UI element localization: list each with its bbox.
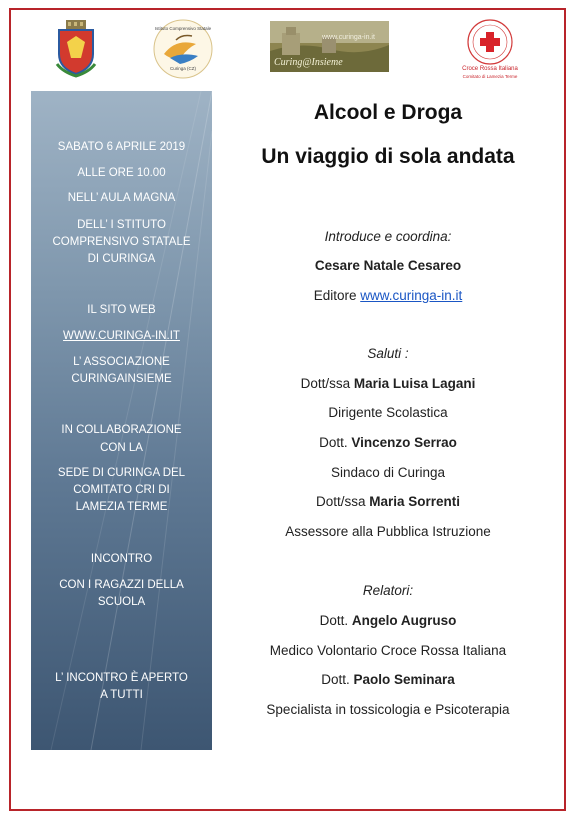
- greeting-3-name-line: [228, 494, 548, 509]
- editor-line: [228, 288, 548, 303]
- coordinator-name: Cesare Natale Cesareo: [314, 258, 462, 273]
- school-logo-text: Istituto Comprensivo Statale: [154, 26, 212, 31]
- event-time: ALLE ORE 10.00: [77, 167, 166, 179]
- curinginsieme-url: www.curinga-in.it: [322, 34, 375, 41]
- association-line1: L’ ASSOCIAZIONE: [73, 356, 170, 368]
- greeting-1-name: Maria Luisa Lagani: [353, 376, 476, 391]
- site-label: IL SITO WEB: [87, 304, 156, 316]
- greetings-heading: Saluti :: [367, 346, 409, 361]
- speaker-1-name: Angelo Augruso: [351, 613, 457, 628]
- school-logo: [152, 18, 214, 80]
- greeting-1-role: Dirigente Scolastica: [328, 405, 448, 420]
- seat-line1: SEDE DI CURINGA DEL: [57, 467, 186, 479]
- title-line1: Alcool e Droga: [313, 101, 463, 124]
- intro-heading: Introduce e coordina:: [324, 229, 452, 244]
- meeting-line2: CON I RAGAZZI DELLA: [59, 579, 184, 591]
- greeting-2-name-line: [228, 435, 548, 450]
- open-line1: L’ INCONTRO È APERTO: [55, 672, 188, 684]
- seat-line3: LAMEZIA TERME: [75, 501, 168, 513]
- speaker-2-name-line: [228, 672, 548, 687]
- title-line2: Un viaggio di sola andata: [261, 145, 515, 168]
- speaker-2-role: Specialista in tossicologia e Psicoterapia: [266, 702, 510, 717]
- speaker-2-title: Dott.: [321, 672, 354, 687]
- greeting-2-name: Vincenzo Serrao: [351, 435, 457, 450]
- greeting-1-title: Dott/ssa: [300, 376, 354, 391]
- greeting-2-title: Dott.: [319, 435, 352, 450]
- speaker-1-role: Medico Volontario Croce Rossa Italiana: [269, 643, 507, 658]
- editor-link[interactable]: www.curinga-in.it: [360, 288, 463, 303]
- speakers-heading: Relatori:: [362, 583, 414, 598]
- event-place-line2: DELL’ I STITUTO: [77, 219, 166, 231]
- event-place-line3: COMPRENSIVO STATALE: [52, 236, 191, 248]
- greeting-3-role: Assessore alla Pubblica Istruzione: [285, 524, 491, 539]
- speaker-2-name: Paolo Seminara: [353, 672, 455, 687]
- curinginsieme-name: Curing@Insieme: [274, 57, 343, 68]
- croce-rossa-logo: [456, 18, 524, 84]
- open-line2: A TUTTI: [100, 689, 143, 701]
- collaboration-line1: IN COLLABORAZIONE: [61, 424, 182, 436]
- greeting-3-name: Maria Sorrenti: [369, 494, 461, 509]
- curinginsieme-logo: [270, 21, 389, 72]
- speaker-1-name-line: [228, 613, 548, 628]
- greeting-3-title: Dott/ssa: [315, 494, 370, 509]
- site-url-link[interactable]: WWW.CURINGA-IN.IT: [63, 330, 180, 342]
- association-line2: CURINGAINSIEME: [71, 373, 172, 385]
- event-date: SABATO 6 APRILE 2019: [57, 141, 186, 153]
- cri-sub: Comitato di Lamezia Terme: [462, 74, 518, 79]
- meeting-line1: INCONTRO: [90, 553, 153, 565]
- municipal-coat-of-arms-logo: [53, 20, 99, 78]
- school-logo-subtext: Curinga (CZ): [169, 66, 196, 71]
- editor-label: Editore: [313, 288, 361, 303]
- event-place-line4: DI CURINGA: [87, 253, 156, 265]
- speaker-1-title: Dott.: [319, 613, 352, 628]
- event-info-sidebar: [31, 91, 212, 750]
- collaboration-line2: CON LA: [100, 442, 143, 454]
- meeting-line3: SCUOLA: [97, 596, 146, 608]
- seat-line2: COMITATO CRI DI: [73, 484, 170, 496]
- event-place-line1: NELL’ AULA MAGNA: [67, 192, 176, 204]
- greeting-1-name-line: [228, 376, 548, 391]
- greeting-2-role: Sindaco di Curinga: [330, 465, 446, 480]
- cri-name: Croce Rossa Italiana: [462, 66, 518, 72]
